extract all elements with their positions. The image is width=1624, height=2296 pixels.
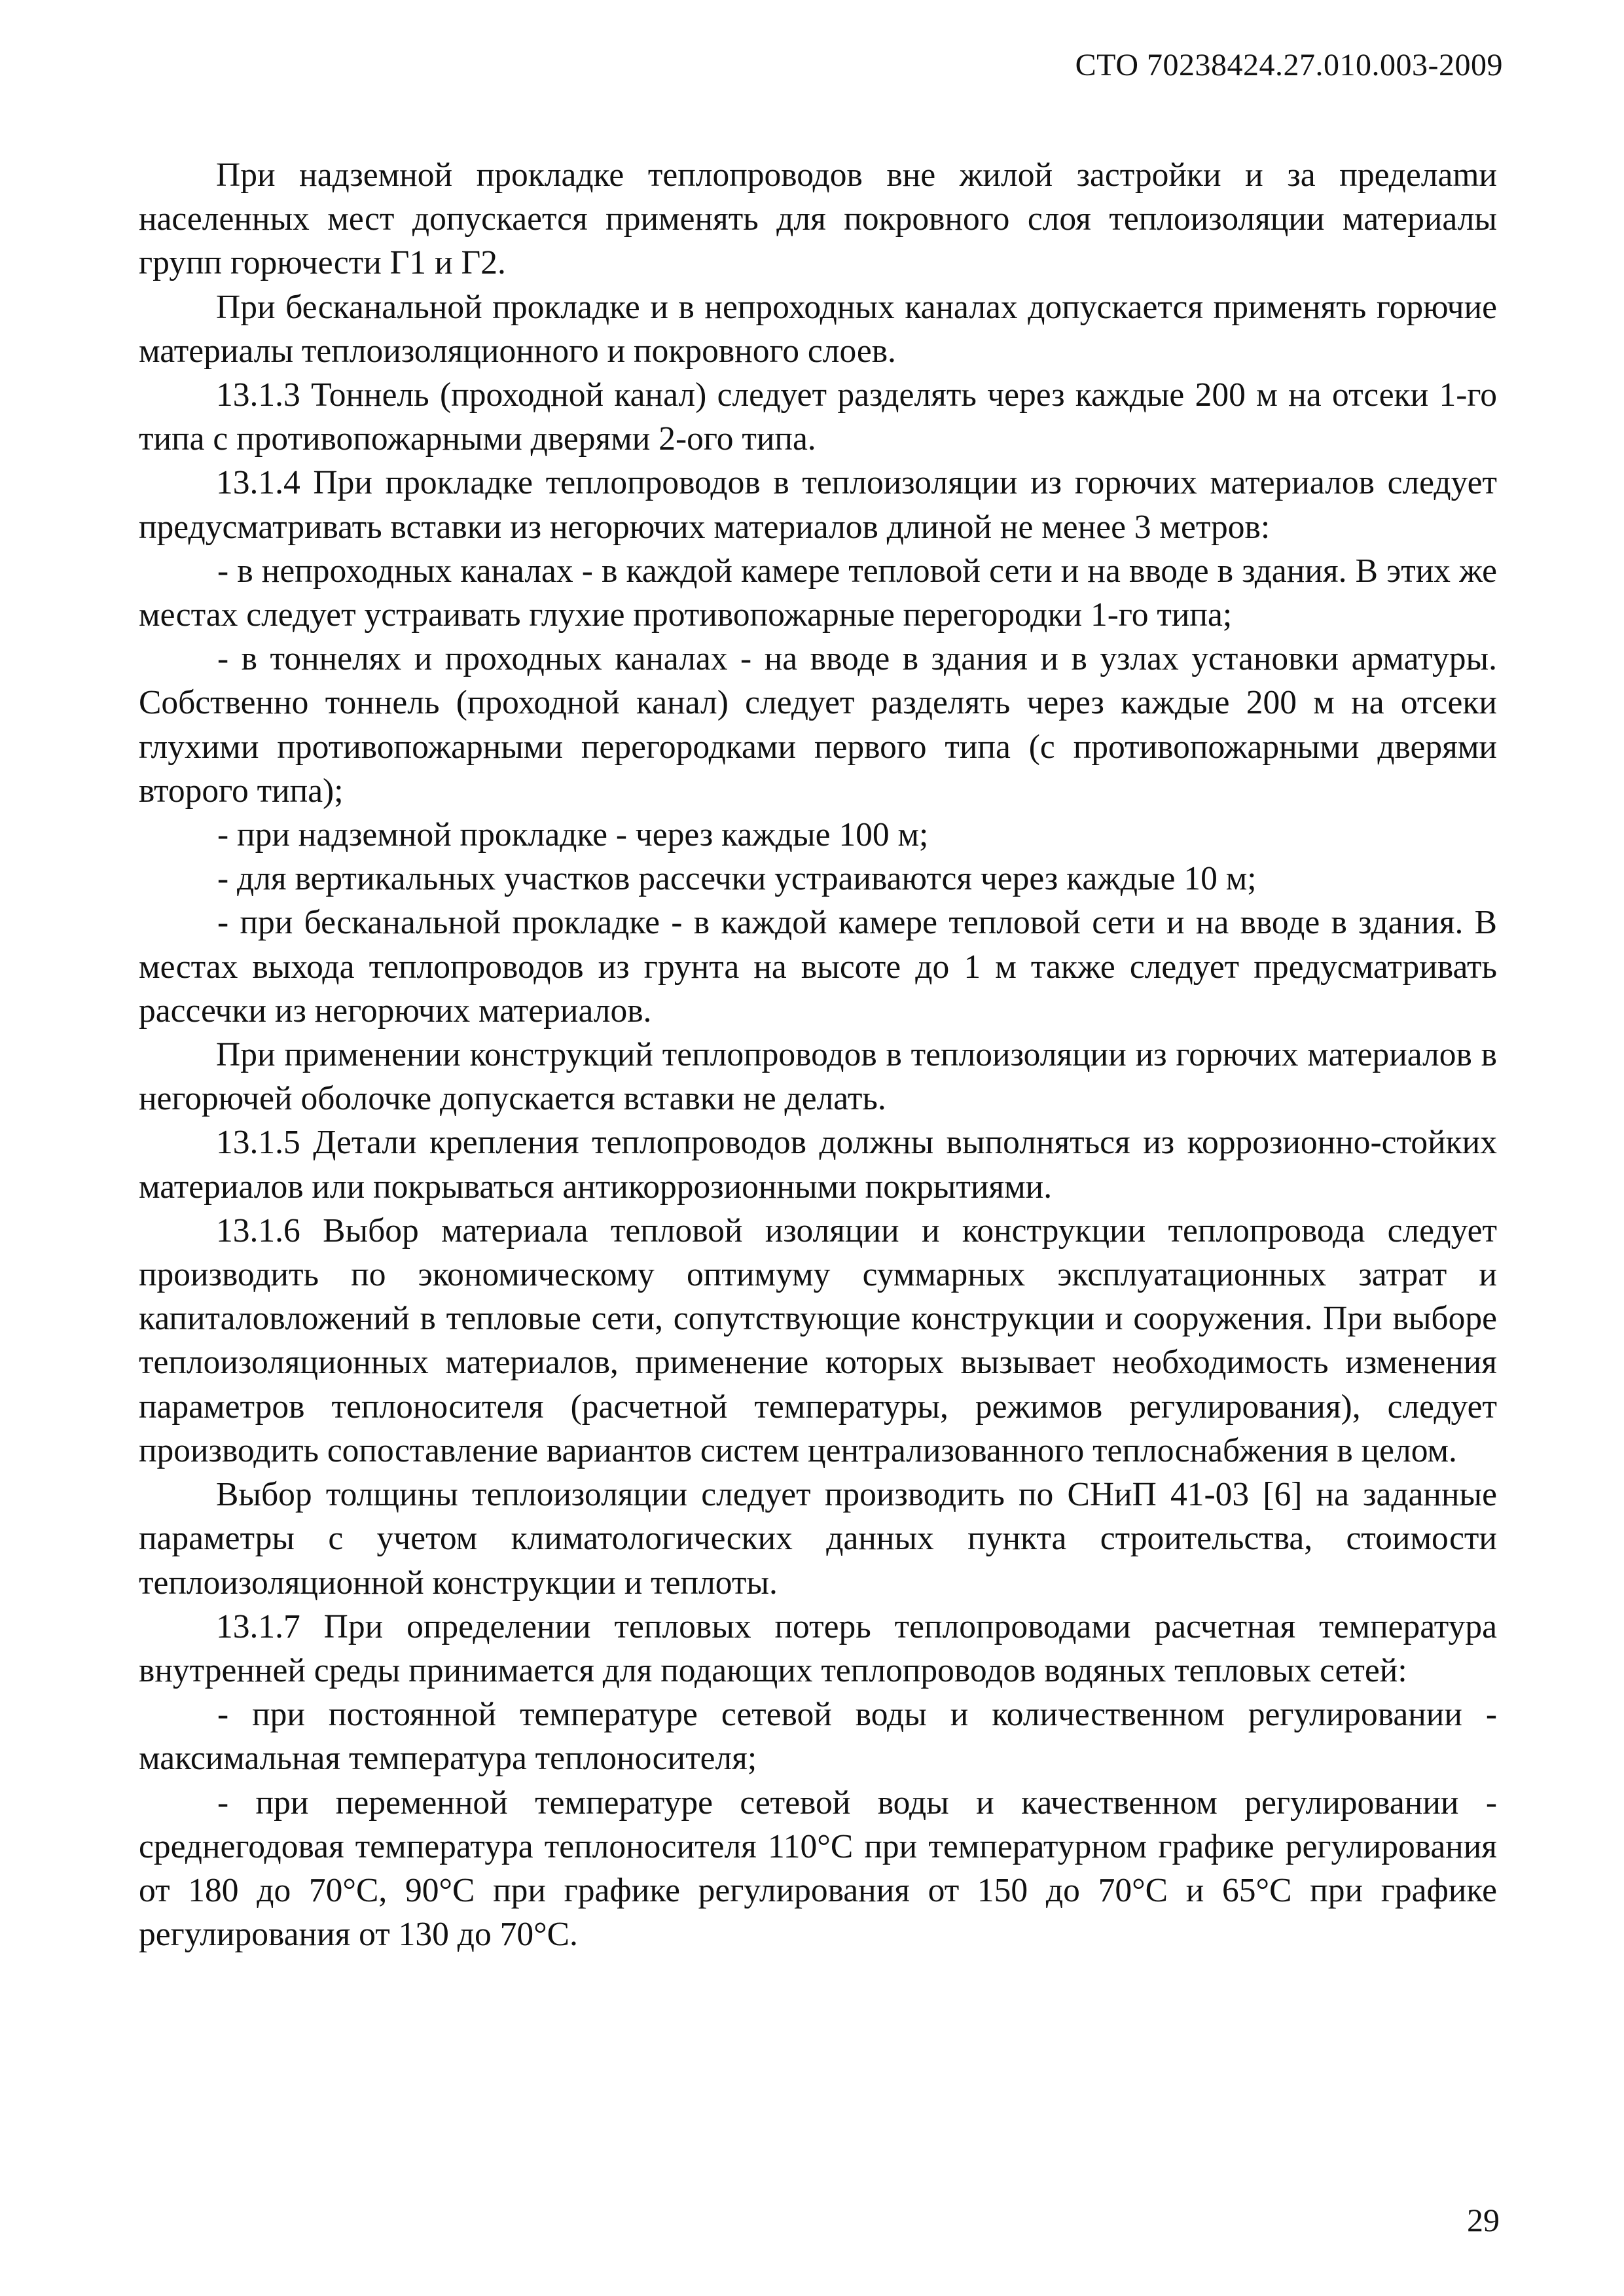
list-item-impassable-channels: - в непроходных каналах - в каждой камере тепловой сети и на вводе в здания. В этих же местах следует устраивать глухие противопожарные перегородки 1-го типа; [139, 552, 1497, 634]
paragraph-above-ground-laying: При надземной прокладке теплопроводов вне жилой застройки и за пределаmи населенных мест допускается применять для покровного слоя теплоизоляции материалы групп горючести Г1 и Г2. [139, 156, 1497, 282]
list-item-vertical-sections: - для вертикальных участков рассечки устраиваются через каждые 10 м; [217, 860, 1257, 898]
paragraph-channelless-laying: При бесканальной прокладке и в непроходных каналах допускается применять горючие материалы теплоизоляционного и покровного слоев. [139, 288, 1497, 370]
paragraph-13-1-4: 13.1.4 При прокладке теплопроводов в теплоизоляции из горючих материалов следует предусматривать вставки из негорючих материалов длиной не менее 3 метров: [139, 464, 1497, 546]
paragraph-13-1-6: 13.1.6 Выбор материала тепловой изоляции и конструкции теплопровода следует производить по экономическому оптимуму суммарных эксплуатационных затрат и капиталовложений в тепловые сети, сопутствующие конструкции и сооружения. При выборе теплоизоляционных материалов, применение которых вызывает необходимость изменения параметров теплоносителя (расчетной температуры, режимов регулирования), следует производить сопоставление вариантов систем централизованного теплоснабжения в целом. [139, 1211, 1497, 1469]
page-number: 29 [1467, 2202, 1500, 2238]
list-item-variable-temperature: - при переменной температуре сетевой воды и качественном регулировании - среднегодовая температура теплоносителя 110°С при температурном графике регулирования от 180 до 70°С, 90°С при графике регулирования от 150 до 70°С и 65°С при графике регулирования от 130 до 70°С. [139, 1784, 1497, 1954]
list-item-tunnels: - в тоннелях и проходных каналах - на вводе в здания и в узлах установки арматуры. Собственно тоннель (проходной канал) следует разделять через каждые 200 м на отсеки глухими противопожарными перегородками первого типа (с противопожарными дверями второго типа); [139, 640, 1497, 810]
document-body [139, 153, 1497, 1956]
paragraph-13-1-5: 13.1.5 Детали крепления теплопроводов должны выполняться из коррозионно-стойких материалов или покрываться антикоррозионными покрытиями. [139, 1124, 1497, 1206]
paragraph-insulation-thickness: Выбор толщины теплоизоляции следует производить по СНиП 41-03 [6] на заданные параметры с учетом климатологических данных пункта строительства, стоимости теплоизоляционной конструкции и теплоты. [139, 1476, 1497, 1602]
paragraph-13-1-3: 13.1.3 Тоннель (проходной канал) следует разделять через каждые 200 м на отсеки 1-го типа с противопожарными дверями 2-ого типа. [139, 376, 1497, 458]
list-item-channelless: - при бесканальной прокладке - в каждой камере тепловой сети и на вводе в здания. В местах выхода теплопроводов из грунта на высоте до 1 м также следует предусматривать рассечки из негорючих материалов. [139, 904, 1497, 1030]
list-item-constant-temperature: - при постоянной температуре сетевой воды и количественном регулировании - максимальная температура теплоносителя; [139, 1696, 1497, 1778]
list-item-above-ground: - при надземной прокладке - через каждые 100 м; [217, 816, 929, 854]
paragraph-non-combustible-shell: При применении конструкций теплопроводов в теплоизоляции из горючих материалов в негорючей оболочке допускается вставки не делать. [139, 1036, 1497, 1118]
paragraph-13-1-7: 13.1.7 При определении тепловых потерь теплопроводами расчетная температура внутренней среды принимается для подающих теплопроводов водяных тепловых сетей: [139, 1607, 1497, 1689]
document-code-header: СТО 70238424.27.010.003-2009 [1075, 48, 1503, 82]
